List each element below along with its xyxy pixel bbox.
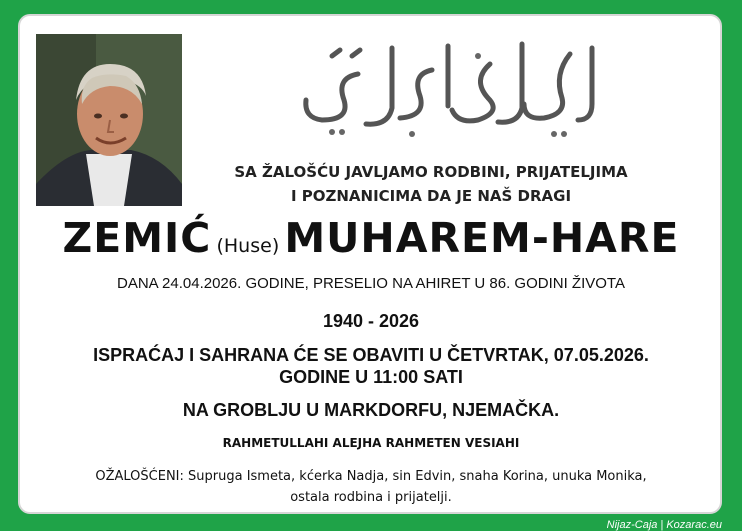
funeral-line-2: GODINE U 11:00 SATI [279,367,463,387]
intro-line-2: I POZNANICIMA DA JE NAŠ DRAGI [290,187,572,205]
deceased-photo [36,34,182,206]
mourners-line-2: ostala rodbina i prijatelji. [290,490,452,505]
death-date-line: DANA 24.04.2026. GODINE, PRESELIO NA AHIRET U 86. GODINI ŽIVOTA [117,275,625,292]
intro-line-1: SA ŽALOŠĆU JAVLJAMO RODBINI, PRIJATELJIMA [234,163,628,181]
intro-text [226,160,636,208]
deceased-name [0,214,742,262]
deceased-first-name: MUHAREM-HARE [284,214,680,262]
father-name: (Huse) [216,235,280,257]
mourners [0,466,742,508]
credit-text: Nijaz-Caja | Kozarac.eu [606,519,722,531]
arabic-calligraphy [292,34,610,144]
burial-place: NA GROBLJU U MARKDORFU, NJEMAČKA. [182,400,560,420]
mourners-line-1: OŽALOŠĆENI: Supruga Ismeta, kćerka Nadja, sin Edvin, snaha Korina, unuka Monika, [95,469,647,484]
deceased-surname: ZEMIĆ [62,214,212,262]
prayer-text: RAHMETULLAHI ALEJHA RAHMETEN VESIAHI [222,436,520,450]
life-years: 1940 - 2026 [322,311,420,331]
funeral-line-1: ISPRAĆAJ I SAHRANA ĆE SE OBAVITI U ČETVRTAK, 07.05.2026. [93,345,649,365]
funeral-info [0,344,742,388]
